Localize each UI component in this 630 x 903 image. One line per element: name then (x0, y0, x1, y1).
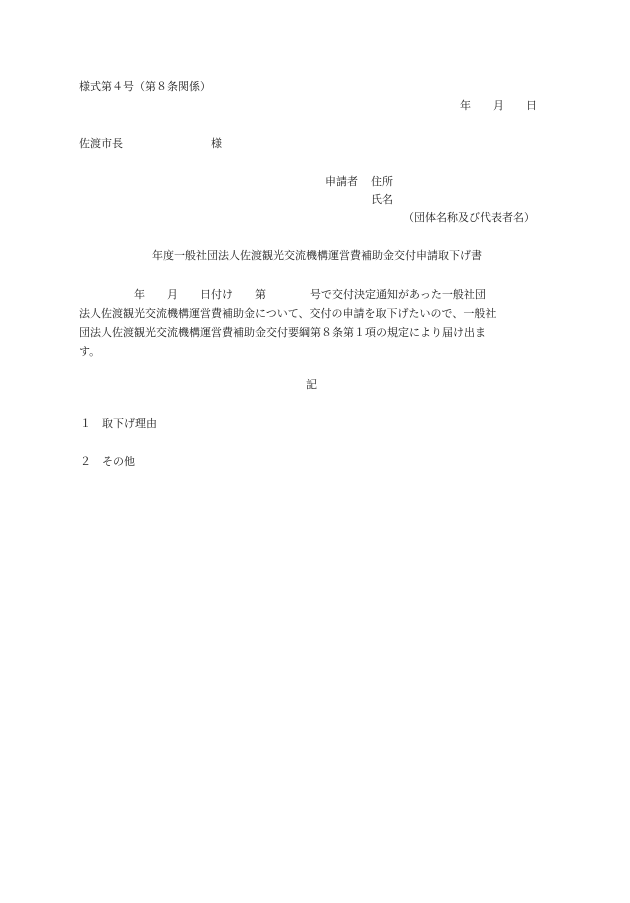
date-line: 年 月 日 (460, 99, 537, 112)
address-label: 住所 (371, 175, 393, 188)
body-line: 団法人佐渡観光交流機構運営費補助金交付要綱第８条第１項の規定により届け出ま (79, 326, 486, 339)
document-title: 年度一般社団法人佐渡観光交流機構運営費補助金交付申請取下げ書 (152, 249, 482, 262)
body-line: 年 月 日付け 第 号で交付決定通知があった一般社団 (79, 288, 486, 301)
name-label: 氏名 (371, 193, 393, 206)
body-line: 法人佐渡観光交流機構運営費補助金について、交付の申請を取下げたいので、一般社 (79, 307, 497, 320)
item-reason: １ 取下げ理由 (80, 417, 157, 430)
applicant-label: 申請者 (325, 175, 358, 188)
form-number: 様式第４号（第８条関係） (79, 80, 211, 93)
body-paragraph (79, 285, 547, 361)
addressee: 佐渡市長 様 (79, 137, 222, 150)
organization-note: （団体名称及び代表者名） (403, 211, 535, 224)
ki-heading: 記 (306, 378, 317, 391)
item-other: ２ その他 (80, 455, 135, 468)
body-line: す。 (79, 345, 101, 358)
